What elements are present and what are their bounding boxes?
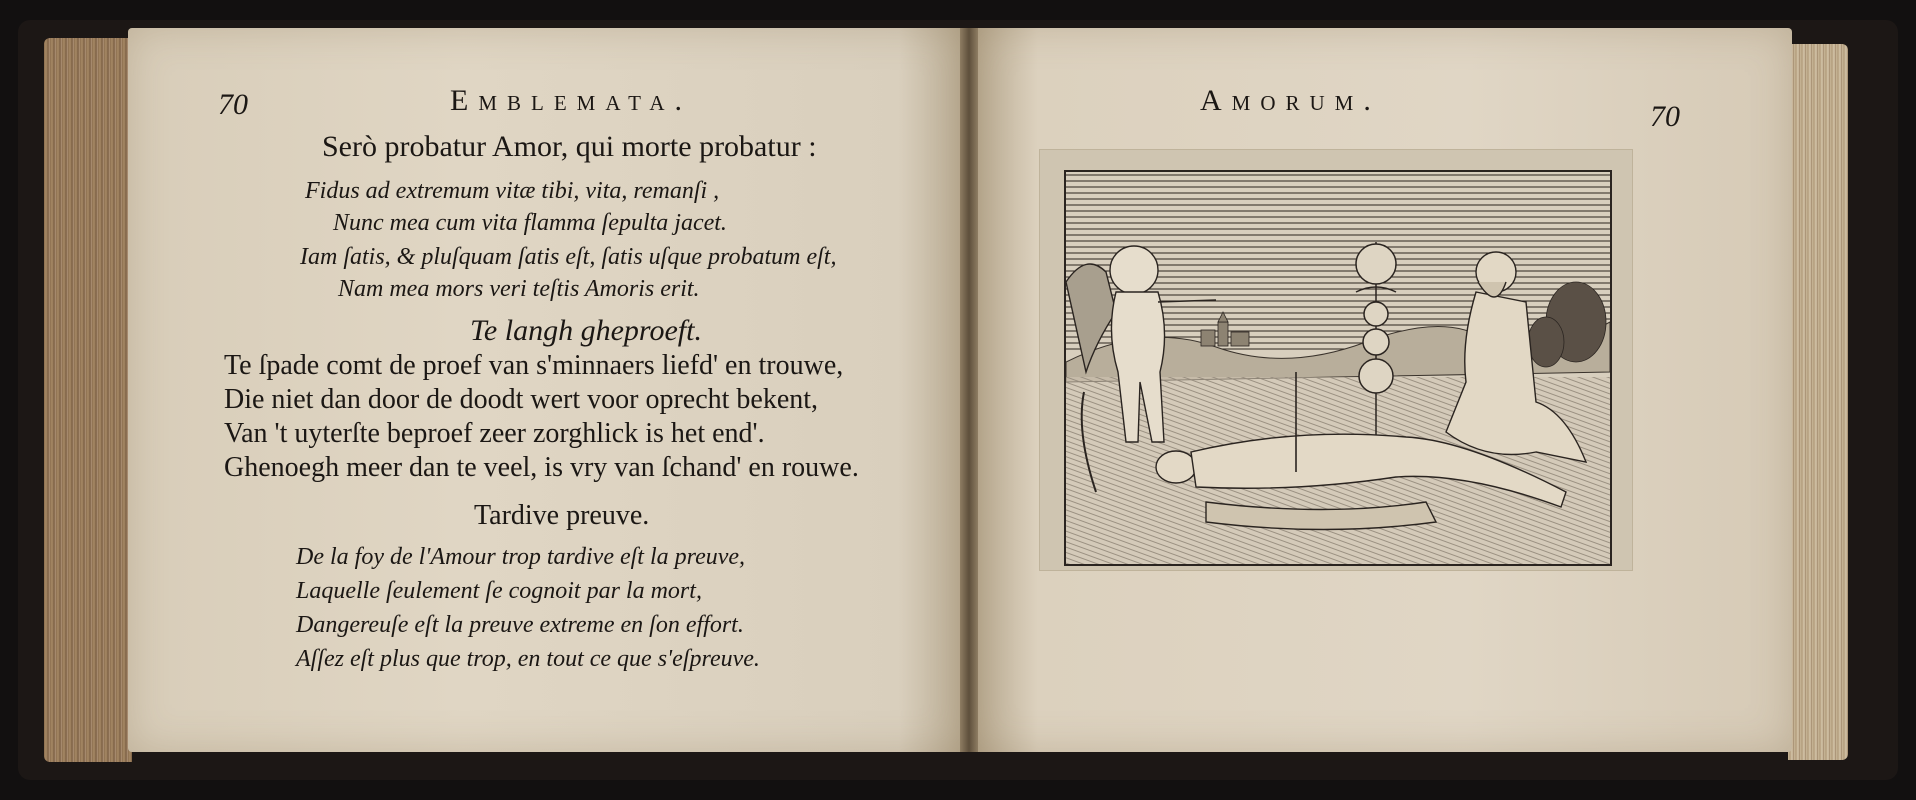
left-running-header: Emblemata. — [450, 84, 692, 117]
page-edges-left — [44, 38, 132, 762]
latin-line: Iam ſatis, & pluſquam ſatis eſt, ſatis uſque probatum eſt, — [300, 244, 837, 270]
latin-line: Nam mea mors veri teſtis Amoris erit. — [338, 276, 700, 302]
french-title: Tardive preuve. — [474, 500, 650, 531]
emblem-engraving — [1064, 170, 1612, 566]
dutch-line: Van 't uyterſte beproef zeer zorghlick is het end'. — [224, 418, 765, 449]
dutch-line: Te ſpade comt de proef van s'minnaers liefd' en trouwe, — [224, 350, 844, 381]
dutch-title: Te langh gheproeft. — [470, 314, 702, 347]
french-line: Aſſez eſt plus que trop, en tout ce que s'eſpreuve. — [296, 646, 760, 672]
french-line: De la foy de l'Amour trop tardive eſt la preuve, — [296, 544, 746, 570]
latin-line: Nunc mea cum vita flamma ſepulta jacet. — [333, 210, 727, 236]
french-line: Laquelle ſeulement ſe cognoit par la mort, — [296, 578, 702, 604]
right-running-header: Amorum. — [1200, 84, 1381, 117]
french-line: Dangereuſe eſt la preuve extreme en ſon effort. — [296, 612, 744, 638]
page-edges-right — [1788, 44, 1848, 760]
left-page-number: 70 — [218, 88, 248, 121]
dutch-line: Die niet dan door de doodt wert voor oprecht bekent, — [224, 384, 819, 415]
emblem-motto: Serò probatur Amor, qui morte probatur : — [322, 130, 817, 163]
right-page-number: 70 — [1650, 100, 1680, 133]
book-gutter — [960, 28, 978, 752]
dutch-line: Ghenoegh meer dan te veel, is vry van ſchand' en rouwe. — [224, 452, 859, 483]
latin-line: Fidus ad extremum vitæ tibi, vita, remanſi , — [305, 178, 720, 204]
